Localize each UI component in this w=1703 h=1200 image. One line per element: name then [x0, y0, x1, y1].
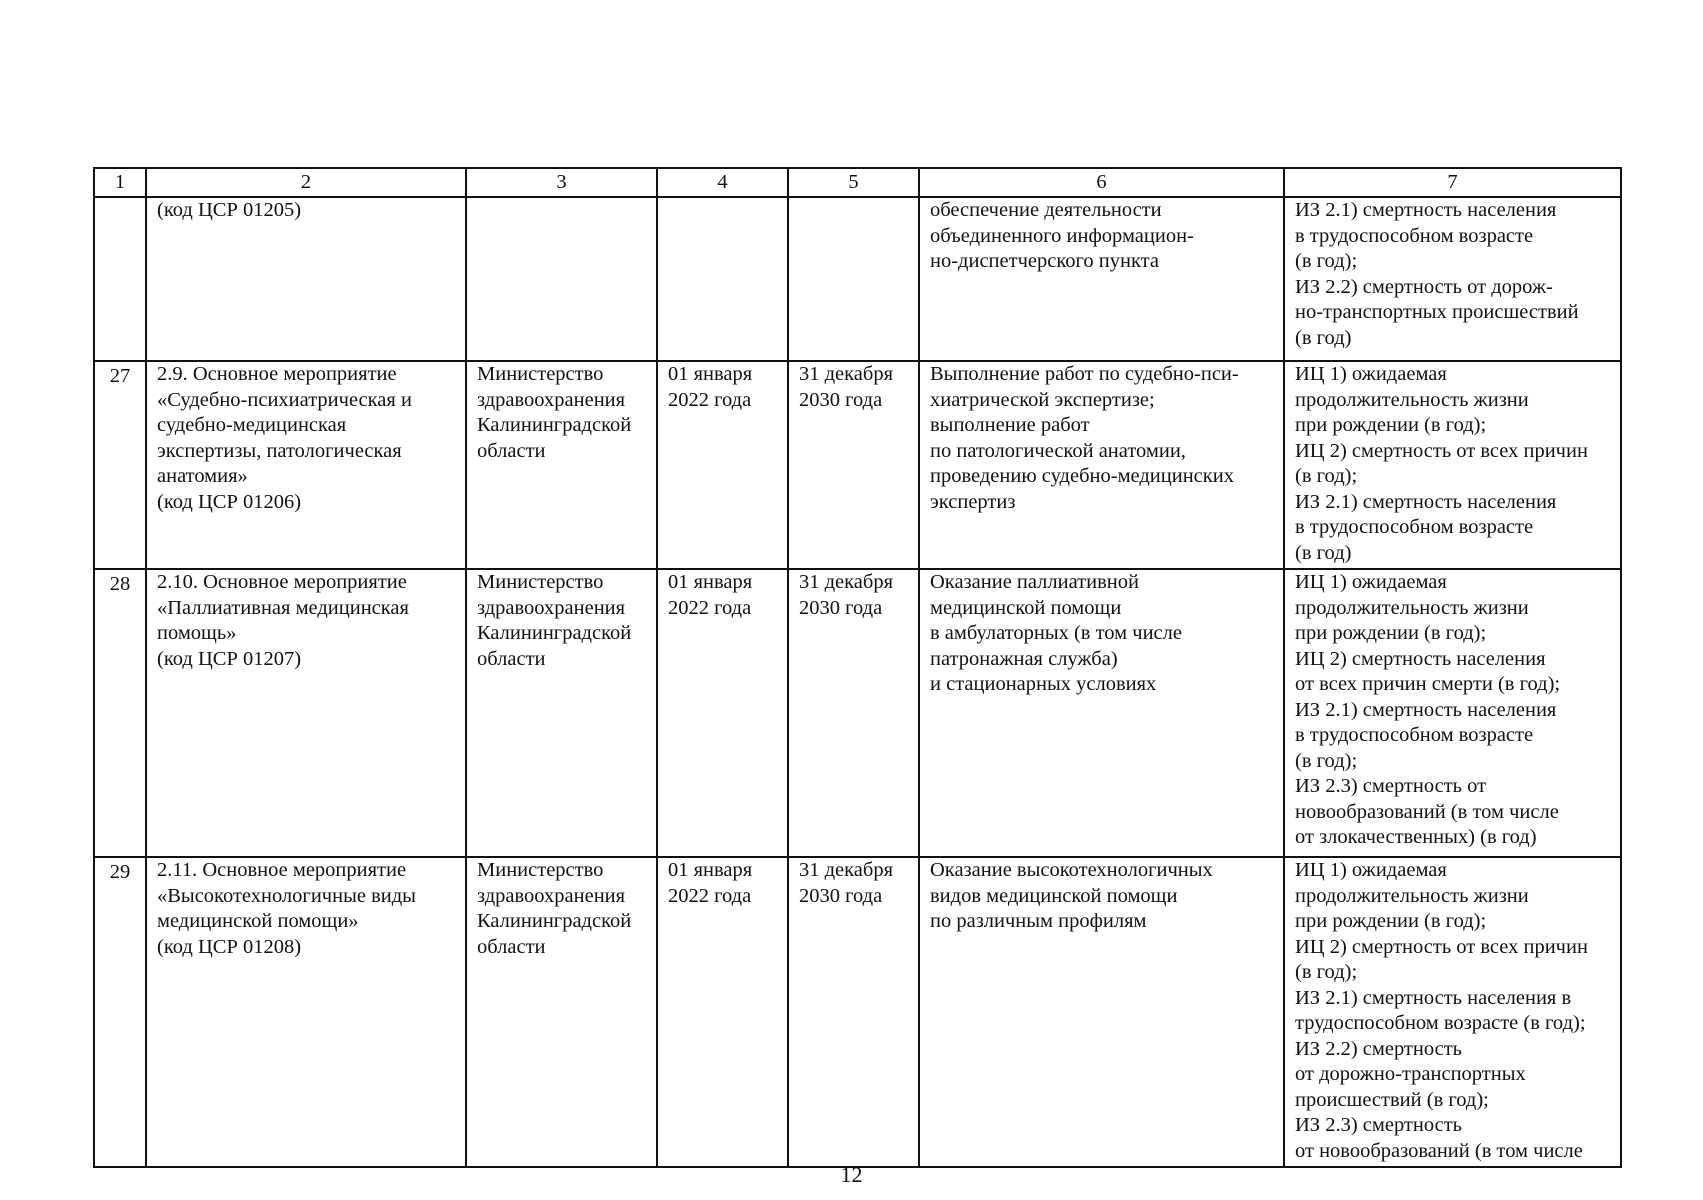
indicators-cell: [1284, 857, 1621, 1167]
cell-text-line: 2030 года: [799, 596, 883, 619]
table-body: [94, 197, 1621, 1167]
cell-text-line: Министерство: [477, 363, 604, 385]
cell-text-line: ИЦ 2) смертность от всех причин: [1295, 439, 1588, 462]
cell-text-line: (в год);: [1295, 749, 1358, 772]
cell-text-line: Оказание паллиативной: [930, 571, 1139, 593]
cell-text-line: Калининградской: [477, 414, 632, 436]
result-description-cell: [919, 361, 1284, 569]
cell-text-line: 2.9. Основное мероприятие: [157, 363, 397, 385]
cell-text-line: в амбулаторных (в том числе: [930, 622, 1182, 644]
cell-text-line: проведению судебно-медицинских: [930, 465, 1234, 487]
cell-text-line: ИЗ 2.3) смертность: [1295, 1114, 1463, 1136]
start-date-cell: [657, 197, 788, 361]
cell-text-line: медицинской помощи»: [157, 910, 359, 932]
cell-text-line: (в год);: [1295, 250, 1358, 272]
measures-table: [93, 167, 1622, 1168]
measure-name-cell: [146, 197, 466, 361]
cell-text-line: в трудоспособном возрасте: [1295, 516, 1534, 538]
cell-text-line: по патологической анатомии,: [930, 439, 1186, 462]
cell-text-line: экспертизы, патологическая: [157, 439, 402, 462]
cell-text-line: 31 декабря: [799, 363, 894, 385]
indicators-cell: [1284, 569, 1621, 857]
cell-text-line: ИЦ 1) ожидаемая: [1295, 363, 1447, 385]
cell-text-line: ИЗ 2.2) смертность от дорож-: [1295, 275, 1553, 298]
row-number-cell: [94, 197, 146, 361]
cell-text-line: в трудоспособном возрасте: [1295, 224, 1534, 247]
end-date-cell: [788, 197, 919, 361]
cell-text-line: 2022 года: [668, 884, 752, 907]
cell-text-line: Калининградской: [477, 622, 632, 644]
cell-text-line: при рождении (в год);: [1295, 622, 1487, 644]
cell-text-line: от дорожно-транспортных: [1295, 1063, 1526, 1085]
end-date-cell: [788, 857, 919, 1167]
cell-text-line: но-диспетчерского пункта: [930, 250, 1159, 272]
cell-text-line: происшествий (в год);: [1295, 1088, 1489, 1111]
cell-text-line: по различным профилям: [930, 910, 1147, 932]
indicators-cell: [1284, 361, 1621, 569]
cell-text-line: (код ЦСР 01206): [157, 490, 302, 513]
cell-text-line: «Паллиативная медицинская: [157, 596, 409, 619]
cell-text-line: патронажная служба): [930, 647, 1118, 670]
measure-name-cell: [146, 361, 466, 569]
page-number: 12: [840, 1162, 863, 1187]
cell-text-line: области: [477, 935, 546, 958]
cell-text-line: трудоспособном возрасте (в год);: [1295, 1012, 1586, 1034]
header-cell-4: 4: [657, 168, 788, 197]
cell-text-line: экспертиз: [930, 490, 1016, 513]
cell-text-line: ИЗ 2.2) смертность: [1295, 1037, 1463, 1060]
cell-text-line: медицинской помощи: [930, 596, 1122, 619]
header-cell-5: 5: [788, 168, 919, 197]
executor-cell: [466, 569, 657, 857]
measure-name-cell: [146, 569, 466, 857]
cell-text-line: Оказание высокотехнологичных: [930, 859, 1213, 881]
cell-text-line: судебно-медицинская: [157, 414, 347, 436]
cell-text-line: Калининградской: [477, 910, 632, 932]
cell-text-line: от всех причин смерти (в год);: [1295, 673, 1561, 695]
cell-text-line: (код ЦСР 01205): [157, 199, 302, 221]
cell-text-line: (код ЦСР 01207): [157, 647, 302, 670]
cell-text-line: видов медицинской помощи: [930, 884, 1178, 907]
indicators-cell: [1284, 197, 1621, 361]
cell-text-line: ИЦ 2) смертность населения: [1295, 647, 1546, 670]
cell-text-line: анатомия»: [157, 465, 248, 487]
cell-text-line: Министерство: [477, 571, 604, 593]
executor-cell: [466, 361, 657, 569]
start-date-cell: [657, 361, 788, 569]
cell-text-line: и стационарных условиях: [930, 673, 1157, 695]
table-row: [94, 197, 1621, 361]
cell-text-line: от новообразований (в том числе: [1295, 1139, 1583, 1162]
cell-text-line: (в год);: [1295, 961, 1358, 983]
row-number-cell: 27: [94, 361, 146, 569]
cell-text-line: области: [477, 439, 546, 462]
cell-text-line: 2022 года: [668, 596, 752, 619]
header-cell-6: 6: [919, 168, 1284, 197]
cell-text-line: ИЗ 2.1) смертность населения: [1295, 490, 1557, 513]
cell-text-line: 01 января: [668, 571, 753, 593]
cell-text-line: объединенного информацион-: [930, 224, 1194, 247]
cell-text-line: (в год): [1295, 541, 1352, 564]
cell-text-line: 2030 года: [799, 388, 883, 411]
result-description-cell: [919, 197, 1284, 361]
cell-text-line: здравоохранения: [477, 596, 626, 619]
executor-cell: [466, 857, 657, 1167]
cell-text-line: ИЦ 2) смертность от всех причин: [1295, 935, 1588, 958]
cell-text-line: при рождении (в год);: [1295, 414, 1487, 436]
cell-text-line: Выполнение работ по судебно-пси-: [930, 363, 1239, 385]
cell-text-line: 2030 года: [799, 884, 883, 907]
row-number-cell: 28: [94, 569, 146, 857]
cell-text-line: области: [477, 647, 546, 670]
cell-text-line: хиатрической экспертизе;: [930, 388, 1155, 411]
cell-text-line: (код ЦСР 01208): [157, 935, 302, 958]
end-date-cell: [788, 569, 919, 857]
cell-text-line: 31 декабря: [799, 859, 894, 881]
cell-text-line: 2022 года: [668, 388, 752, 411]
measure-name-cell: [146, 857, 466, 1167]
cell-text-line: здравоохранения: [477, 388, 626, 411]
executor-cell: [466, 197, 657, 361]
result-description-cell: [919, 569, 1284, 857]
end-date-cell: [788, 361, 919, 569]
cell-text-line: ИЗ 2.3) смертность от: [1295, 775, 1487, 797]
cell-text-line: выполнение работ: [930, 414, 1090, 436]
cell-text-line: новообразований (в том числе: [1295, 800, 1559, 823]
table-row: [94, 857, 1621, 1167]
cell-text-line: помощь»: [157, 622, 237, 644]
cell-text-line: 2.10. Основное мероприятие: [157, 571, 407, 593]
cell-text-line: (в год): [1295, 326, 1352, 349]
start-date-cell: [657, 857, 788, 1167]
cell-text-line: ИЦ 1) ожидаемая: [1295, 859, 1447, 881]
cell-text-line: 31 декабря: [799, 571, 894, 593]
cell-text-line: 01 января: [668, 363, 753, 385]
cell-text-line: ИЗ 2.1) смертность населения: [1295, 199, 1557, 221]
header-cell-2: 2: [146, 168, 466, 197]
cell-text-line: при рождении (в год);: [1295, 910, 1487, 932]
header-cell-7: 7: [1284, 168, 1621, 197]
cell-text-line: от злокачественных) (в год): [1295, 826, 1537, 848]
row-number-cell: 29: [94, 857, 146, 1167]
cell-text-line: здравоохранения: [477, 884, 626, 907]
cell-text-line: продолжительность жизни: [1295, 884, 1529, 907]
cell-text-line: продолжительность жизни: [1295, 596, 1529, 619]
cell-text-line: ИЗ 2.1) смертность населения в: [1295, 986, 1572, 1009]
table-row: [94, 569, 1621, 857]
cell-text-line: 01 января: [668, 859, 753, 881]
cell-text-line: «Судебно-психиатрическая и: [157, 388, 412, 411]
header-cell-1: 1: [94, 168, 146, 197]
cell-text-line: ИЗ 2.1) смертность населения: [1295, 698, 1557, 721]
cell-text-line: «Высокотехнологичные виды: [157, 884, 416, 907]
cell-text-line: продолжительность жизни: [1295, 388, 1529, 411]
cell-text-line: в трудоспособном возрасте: [1295, 724, 1534, 746]
table-row: [94, 361, 1621, 569]
cell-text-line: ИЦ 1) ожидаемая: [1295, 571, 1447, 593]
header-row: [94, 168, 1621, 197]
cell-text-line: обеспечение деятельности: [930, 199, 1162, 221]
result-description-cell: [919, 857, 1284, 1167]
cell-text-line: (в год);: [1295, 465, 1358, 487]
cell-text-line: но-транспортных происшествий: [1295, 301, 1579, 323]
cell-text-line: Министерство: [477, 859, 604, 881]
header-cell-3: 3: [466, 168, 657, 197]
cell-text-line: 2.11. Основное мероприятие: [157, 859, 407, 881]
start-date-cell: [657, 569, 788, 857]
